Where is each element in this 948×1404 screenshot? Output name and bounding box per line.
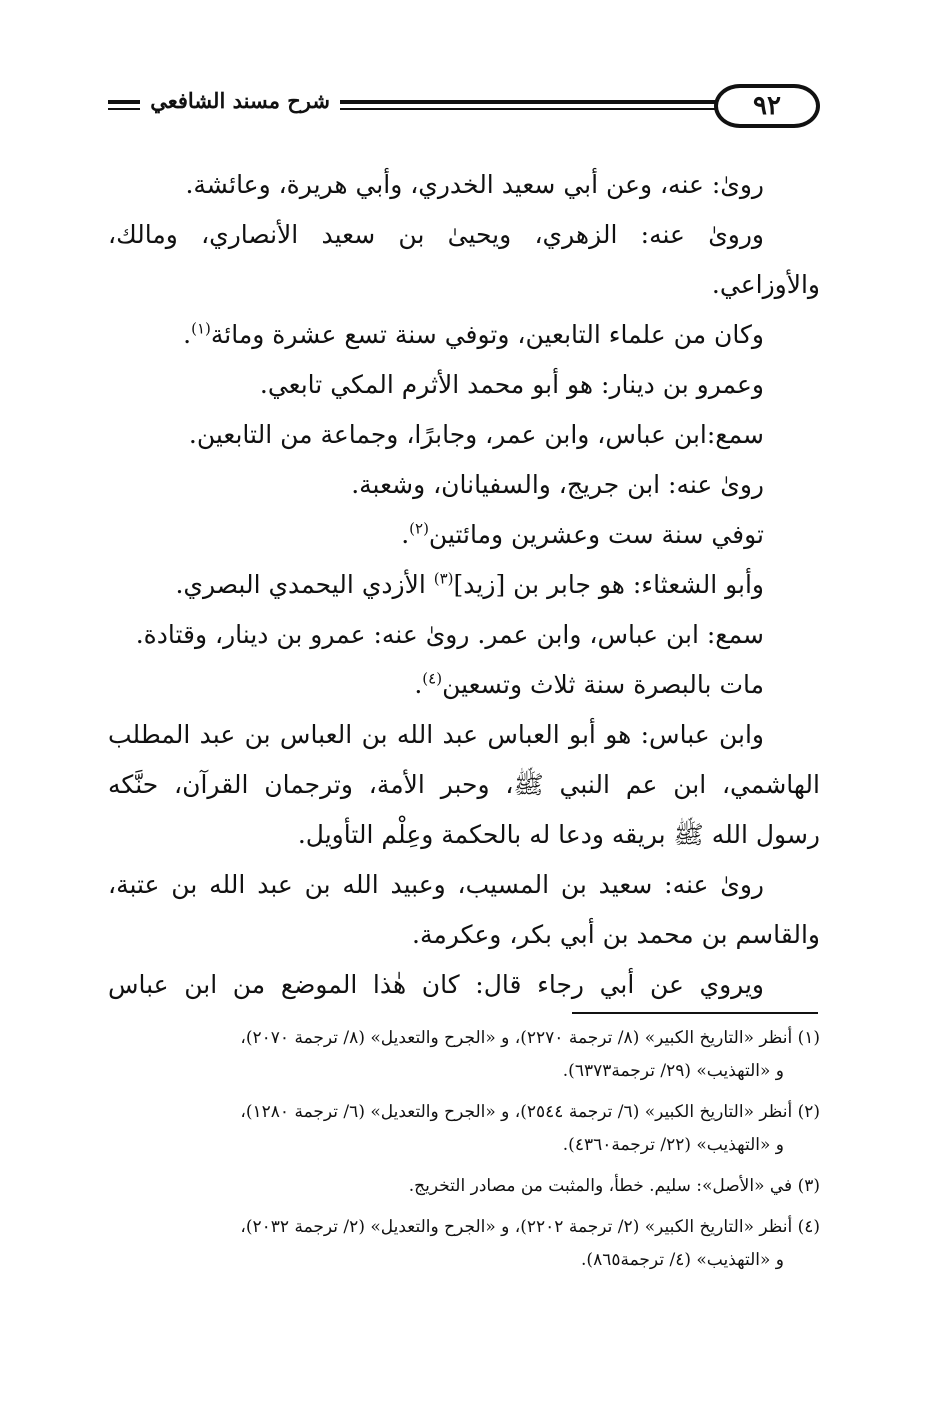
footnote-3: (٣) في «الأصل»: سليم. خطأ، والمثبت من مصادر التخريج. <box>408 1176 820 1196</box>
text-line <box>108 660 820 710</box>
text-segment: وكان من علماء التابعين، وتوفي سنة تسع عشرة ومائة <box>210 320 764 349</box>
page-number: ٩٢ <box>714 84 820 128</box>
text-line: وعمرو بن دينار: هو أبو محمد الأثرم المكي تابعي. <box>259 370 764 399</box>
text-line <box>108 510 820 560</box>
footnote-ref: (١) <box>191 319 211 338</box>
text-line: روىٰ عنه: سعيد بن المسيب، وعبيد الله بن عبد الله بن عتبة، <box>108 870 765 899</box>
footnote-1: (١) أنظر «التاريخ الكبير» (٨/ ترجمة ٢٢٧٠)، و «الجرح والتعديل» (٨/ ترجمة ٢٠٧٠)، <box>240 1028 820 1048</box>
text-line: روىٰ: عنه، وعن أبي سعيد الخدري، وأبي هريرة، وعائشة. <box>185 170 764 199</box>
text-line: رسول الله ﷺ بريقه ودعا له بالحكمة وعِلْم التأويل. <box>297 820 820 849</box>
footnote-separator <box>572 1012 818 1014</box>
footnote-1-cont: و «التهذيب» (٢٩/ ترجمة٦٣٧٣). <box>562 1061 784 1081</box>
text-line: سمع:ابن عباس، وابن عمر، وجابرًا، وجماعة من التابعين. <box>188 420 764 449</box>
period: . <box>183 320 192 349</box>
page-header <box>108 80 820 134</box>
running-title: شرح مسند الشافعي <box>140 88 340 113</box>
footnote-4-cont: و «التهذيب» (٤/ ترجمة٨٦٥). <box>581 1250 784 1270</box>
footnote-ref: (٣) <box>433 569 454 588</box>
footnote-2-cont: و «التهذيب» (٢٢/ ترجمة٤٣٦٠). <box>562 1135 784 1155</box>
footnote-2: (٢) أنظر «التاريخ الكبير» (٦/ ترجمة ٢٥٤٤)، و «الجرح والتعديل» (٦/ ترجمة ١٢٨٠)، <box>240 1102 820 1122</box>
text-line <box>108 310 820 360</box>
text-segment: توفي سنة ست وعشرين ومائتين <box>428 520 764 549</box>
text-segment: الأزدي اليحمدي البصري. <box>175 570 426 599</box>
footnote-4: (٤) أنظر «التاريخ الكبير» (٢/ ترجمة ٢٢٠٢)، و «الجرح والتعديل» (٢/ ترجمة ٢٠٣٢)، <box>240 1217 820 1237</box>
text-segment: مات بالبصرة سنة ثلاث وتسعين <box>442 670 764 699</box>
text-line: وروىٰ عنه: الزهري، ويحيىٰ بن سعيد الأنصاري، ومالك، <box>108 220 764 249</box>
text-line: الهاشمي، ابن عم النبي ﷺ، وحبر الأمة، وترجمان القرآن، حنَّكه <box>108 770 820 799</box>
footnotes <box>108 1022 820 1277</box>
text-line: روىٰ عنه: ابن جريج، والسفيانان، وشعبة. <box>351 470 764 499</box>
footnote-ref: (٤) <box>422 669 443 688</box>
period: . <box>414 670 423 699</box>
text-line: ويروي عن أبي رجاء قال: كان هٰذا الموضع من ابن عباس <box>108 970 764 999</box>
text-line: والأوزاعي. <box>711 270 820 299</box>
text-segment: وأبو الشعثاء: هو جابر بن [زيد] <box>453 570 764 599</box>
text-line: سمع: ابن عباس، وابن عمر. روىٰ عنه: عمرو بن دينار، وقتادة. <box>135 620 764 649</box>
period: . <box>401 520 410 549</box>
text-line: وابن عباس: هو أبو العباس عبد الله بن العباس بن عبد المطلب <box>108 720 764 749</box>
text-line <box>108 560 820 610</box>
text-line: والقاسم بن محمد بن أبي بكر، وعكرمة. <box>412 920 820 949</box>
footnote-ref: (٢) <box>409 519 429 538</box>
main-text <box>108 160 820 1010</box>
